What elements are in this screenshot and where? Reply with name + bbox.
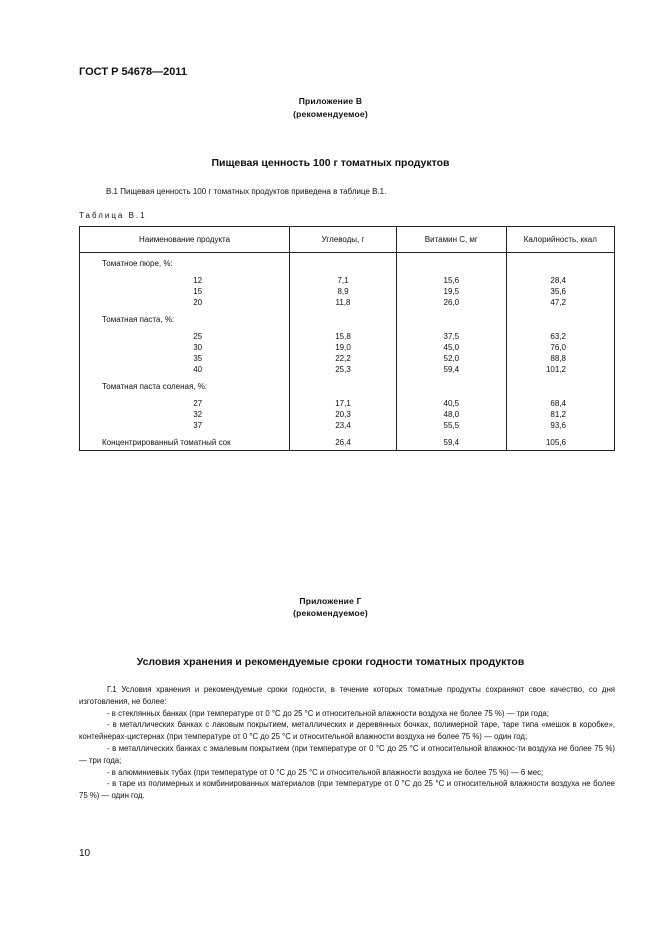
- vitamin-c-cell: 55,5: [396, 420, 506, 431]
- table-group-row: [80, 314, 615, 325]
- product-group-name: Томатное пюре, %:: [80, 253, 290, 270]
- list-item: - в таре из полимерных и комбинированных материалов (при температуре от 0 °С до 25 °С и относительной влажности воздуха не более 75 %) — один год.: [79, 779, 615, 801]
- table-group-row: [80, 381, 615, 392]
- list-item: - в стеклянных банках (при температуре от 0 °С до 25 °С и относительной влажности воздуха не более 75 %) — три года;: [107, 708, 549, 718]
- table-row: [80, 331, 615, 342]
- concentration-cell: 35: [80, 353, 290, 364]
- empty-cell: [290, 314, 397, 325]
- paragraph: Г.1 Условия хранения и рекомендуемые сроки годности, в течение которых томатные продукты сохраняют свое качество, со дня изготовления, не более:: [79, 685, 615, 706]
- product-group-name: Томатная паста, %:: [80, 314, 290, 325]
- vitamin-c-cell: 19,5: [396, 286, 506, 297]
- annex-b-intro: В.1 Пищевая ценность 100 г томатных продуктов приведена в таблице В.1.: [106, 187, 387, 196]
- carbs-cell: 8,9: [290, 286, 397, 297]
- table-row: [80, 437, 615, 451]
- concentration-cell: 27: [80, 398, 290, 409]
- vitamin-c-cell: 37,5: [396, 331, 506, 342]
- carbs-cell: 19,0: [290, 342, 397, 353]
- column-header-product: Наименование продукта: [80, 227, 290, 253]
- table-row: [80, 353, 615, 364]
- table-row: [80, 275, 615, 286]
- table-row: [80, 342, 615, 353]
- empty-cell: [396, 314, 506, 325]
- calories-cell: 105,6: [506, 437, 614, 451]
- vitamin-c-cell: 52,0: [396, 353, 506, 364]
- empty-cell: [506, 381, 614, 392]
- annex-b-status: (рекомендуемое): [293, 109, 368, 119]
- empty-cell: [290, 253, 397, 270]
- empty-cell: [396, 253, 506, 270]
- vitamin-c-cell: 15,6: [396, 275, 506, 286]
- carbs-cell: 26,4: [290, 437, 397, 451]
- annex-g-title: Приложение Г: [299, 596, 362, 606]
- vitamin-c-cell: 40,5: [396, 398, 506, 409]
- column-header-vitamin-c: Витамин С, мг: [396, 227, 506, 253]
- column-header-carbs: Углеводы, г: [290, 227, 397, 253]
- product-name-cell: Концентрированный томатный сок: [80, 437, 290, 451]
- concentration-cell: 30: [80, 342, 290, 353]
- concentration-cell: 25: [80, 331, 290, 342]
- concentration-cell: 32: [80, 409, 290, 420]
- calories-cell: 68,4: [506, 398, 614, 409]
- calories-cell: 88,8: [506, 353, 614, 364]
- list-item: - в металлических банках с лаковым покрытием, металлических и деревянных бочках, полимерной таре, таре типа «мешок в коробке», контейнерах-цистернах (при температуре от 0 °С до 25 °С и относительной влажности воздуха не более 75 %) — один год;: [79, 720, 615, 742]
- list-item: - в алюминиевых тубах (при температуре от 0 °С до 25 °С и относительной влажности воздуха не более 75 %) — 6 мес;: [107, 767, 544, 777]
- concentration-cell: 20: [80, 297, 290, 308]
- carbs-cell: 17,1: [290, 398, 397, 409]
- calories-cell: 28,4: [506, 275, 614, 286]
- empty-cell: [290, 381, 397, 392]
- list-item: - в металлических банках с эмалевым покрытием (при температуре от 0 °С до 25 °С и относительной влажнос-ти воздуха не более 75 %) — три года;: [79, 743, 615, 765]
- document-code: ГОСТ Р 54678—2011: [79, 66, 187, 78]
- carbs-cell: 11,8: [290, 297, 397, 308]
- calories-cell: 47,2: [506, 297, 614, 308]
- calories-cell: 101,2: [506, 364, 614, 375]
- calories-cell: 81,2: [506, 409, 614, 420]
- annex-g-heading: Условия хранения и рекомендуемые сроки годности томатных продуктов: [136, 656, 525, 668]
- table-group-row: [80, 253, 615, 270]
- annex-b-title: Приложение В: [298, 96, 363, 106]
- vitamin-c-cell: 26,0: [396, 297, 506, 308]
- carbs-cell: 7,1: [290, 275, 397, 286]
- annex-g-text: [79, 684, 615, 802]
- table-row: [80, 297, 615, 308]
- vitamin-c-cell: 59,4: [396, 437, 506, 451]
- concentration-cell: 40: [80, 364, 290, 375]
- table-row: [80, 286, 615, 297]
- table-body: [80, 253, 615, 451]
- calories-cell: 63,2: [506, 331, 614, 342]
- empty-cell: [396, 381, 506, 392]
- table-row: [80, 409, 615, 420]
- concentration-cell: 12: [80, 275, 290, 286]
- concentration-cell: 15: [80, 286, 290, 297]
- table-header-row: [80, 227, 615, 253]
- vitamin-c-cell: 59,4: [396, 364, 506, 375]
- empty-cell: [506, 253, 614, 270]
- carbs-cell: 25,3: [290, 364, 397, 375]
- carbs-cell: 20,3: [290, 409, 397, 420]
- carbs-cell: 23,4: [290, 420, 397, 431]
- carbs-cell: 22,2: [290, 353, 397, 364]
- annex-b-heading: Пищевая ценность 100 г томатных продуктов: [211, 157, 450, 169]
- table-row: [80, 364, 615, 375]
- nutrition-table: [79, 226, 615, 451]
- carbs-cell: 15,8: [290, 331, 397, 342]
- calories-cell: 76,0: [506, 342, 614, 353]
- calories-cell: 93,6: [506, 420, 614, 431]
- column-header-calories: Калорийность, ккал: [506, 227, 614, 253]
- product-group-name: Томатная паста соленая, %:: [80, 381, 290, 392]
- calories-cell: 35,6: [506, 286, 614, 297]
- table-row: [80, 420, 615, 431]
- annex-g-status: (рекомендуемое): [293, 608, 368, 618]
- vitamin-c-cell: 45,0: [396, 342, 506, 353]
- table-row: [80, 398, 615, 409]
- page-number: 10: [79, 848, 91, 859]
- table-label: Таблица В.1: [79, 211, 147, 220]
- empty-cell: [506, 314, 614, 325]
- concentration-cell: 37: [80, 420, 290, 431]
- vitamin-c-cell: 48,0: [396, 409, 506, 420]
